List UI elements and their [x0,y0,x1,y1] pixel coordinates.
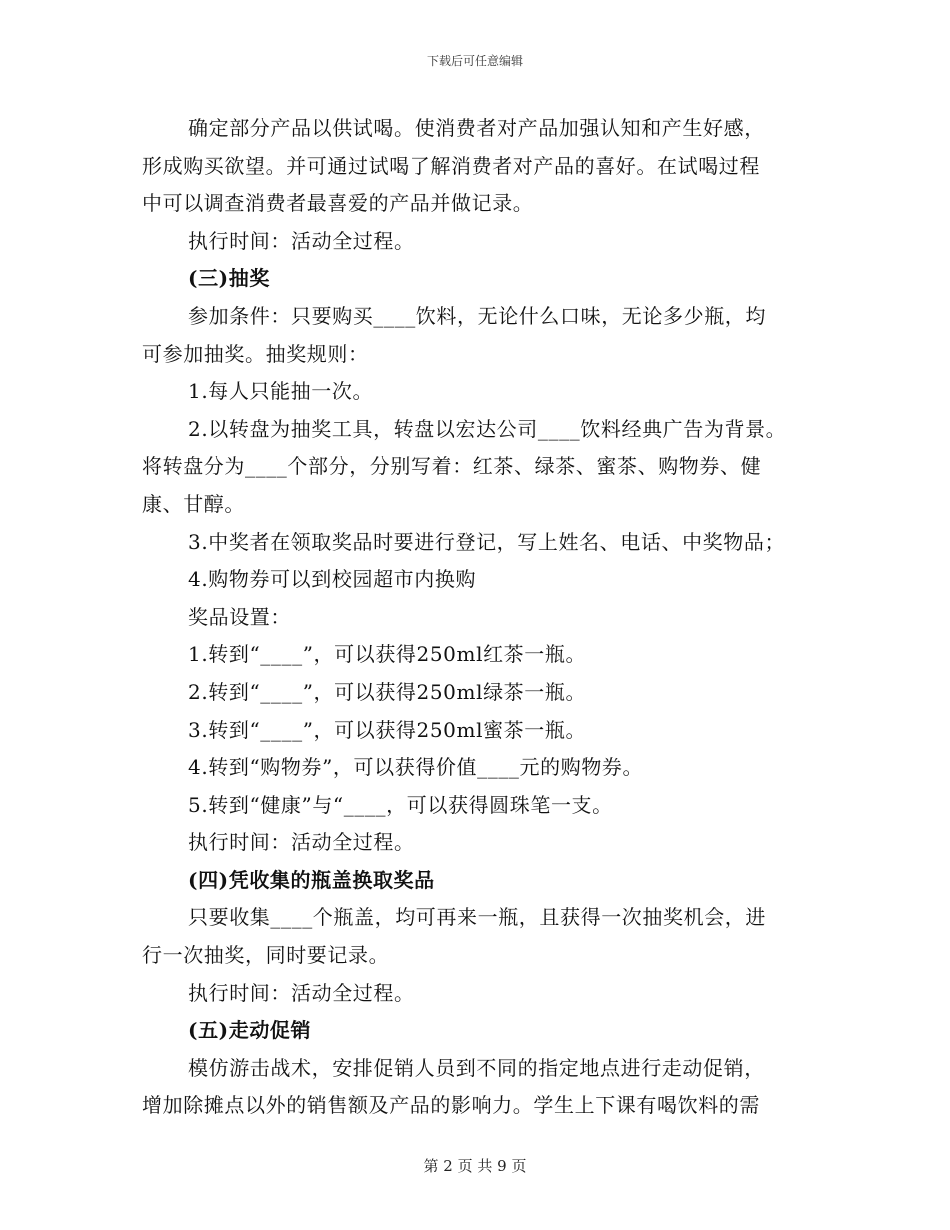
text-line: 1.每人只能抽一次。 [188,379,374,404]
text-line: 模仿游击战术，安排促销人员到不同的指定地点进行走动促销， [188,1055,765,1080]
section-heading: (四)凭收集的瓶盖换取奖品 [188,867,435,892]
text-line: 康、甘醇。 [142,491,245,516]
page-header: 下载后可任意编辑 [426,54,523,68]
text-line: 3.中奖者在领取奖品时要进行登记，写上姓名、电话、中奖物品； [188,529,786,554]
text-line: 4.转到“购物券”，可以获得价值____元的购物券。 [188,755,644,780]
text-line: 确定部分产品以供试喝。使消费者对产品加强认知和产生好感， [188,116,765,140]
text-line: 奖品设置： [188,604,291,629]
text-line: 4.购物券可以到校园超市内换购 [188,567,477,592]
section-heading: (五)走动促销 [188,1018,312,1043]
text-line: 将转盘分为____个部分，分别写着：红茶、绿茶、蜜茶、购物券、健 [142,454,762,479]
text-line: 行一次抽奖，同时要记录。 [142,943,390,968]
text-line: 增加除摊点以外的销售额及产品的影响力。学生上下课有喝饮料的需 [142,1093,760,1118]
text-line: 可参加抽奖。抽奖规则： [142,341,369,366]
text-line: 2.转到“____”，可以获得250ml绿茶一瓶。 [188,679,587,704]
document-body [142,110,812,1125]
text-line: 形成购买欲望。并可通过试喝了解消费者对产品的喜好。在试喝过程 [142,153,760,178]
text-line: 1.转到“____”，可以获得250ml红茶一瓶。 [188,642,587,667]
text-line: 参加条件：只要购买____饮料，无论什么口味，无论多少瓶，均 [188,303,766,328]
text-line: 2.以转盘为抽奖工具，转盘以宏达公司____饮料经典广告为背景。 [188,416,787,441]
text-line: 执行时间：活动全过程。 [188,830,415,855]
text-line: 5.转到“健康”与“____，可以获得圆珠笔一支。 [188,792,613,817]
text-line: 中可以调查消费者最喜爱的产品并做记录。 [142,191,534,216]
page-footer: 第 2 页 共 9 页 [423,1157,527,1175]
text-line: 3.转到“____”，可以获得250ml蜜茶一瓶。 [188,717,587,742]
text-line: 执行时间：活动全过程。 [188,980,415,1005]
text-line: 执行时间：活动全过程。 [188,228,415,253]
section-heading: (三)抽奖 [188,266,270,291]
text-line: 只要收集____个瓶盖，均可再来一瓶，且获得一次抽奖机会，进 [188,905,766,930]
